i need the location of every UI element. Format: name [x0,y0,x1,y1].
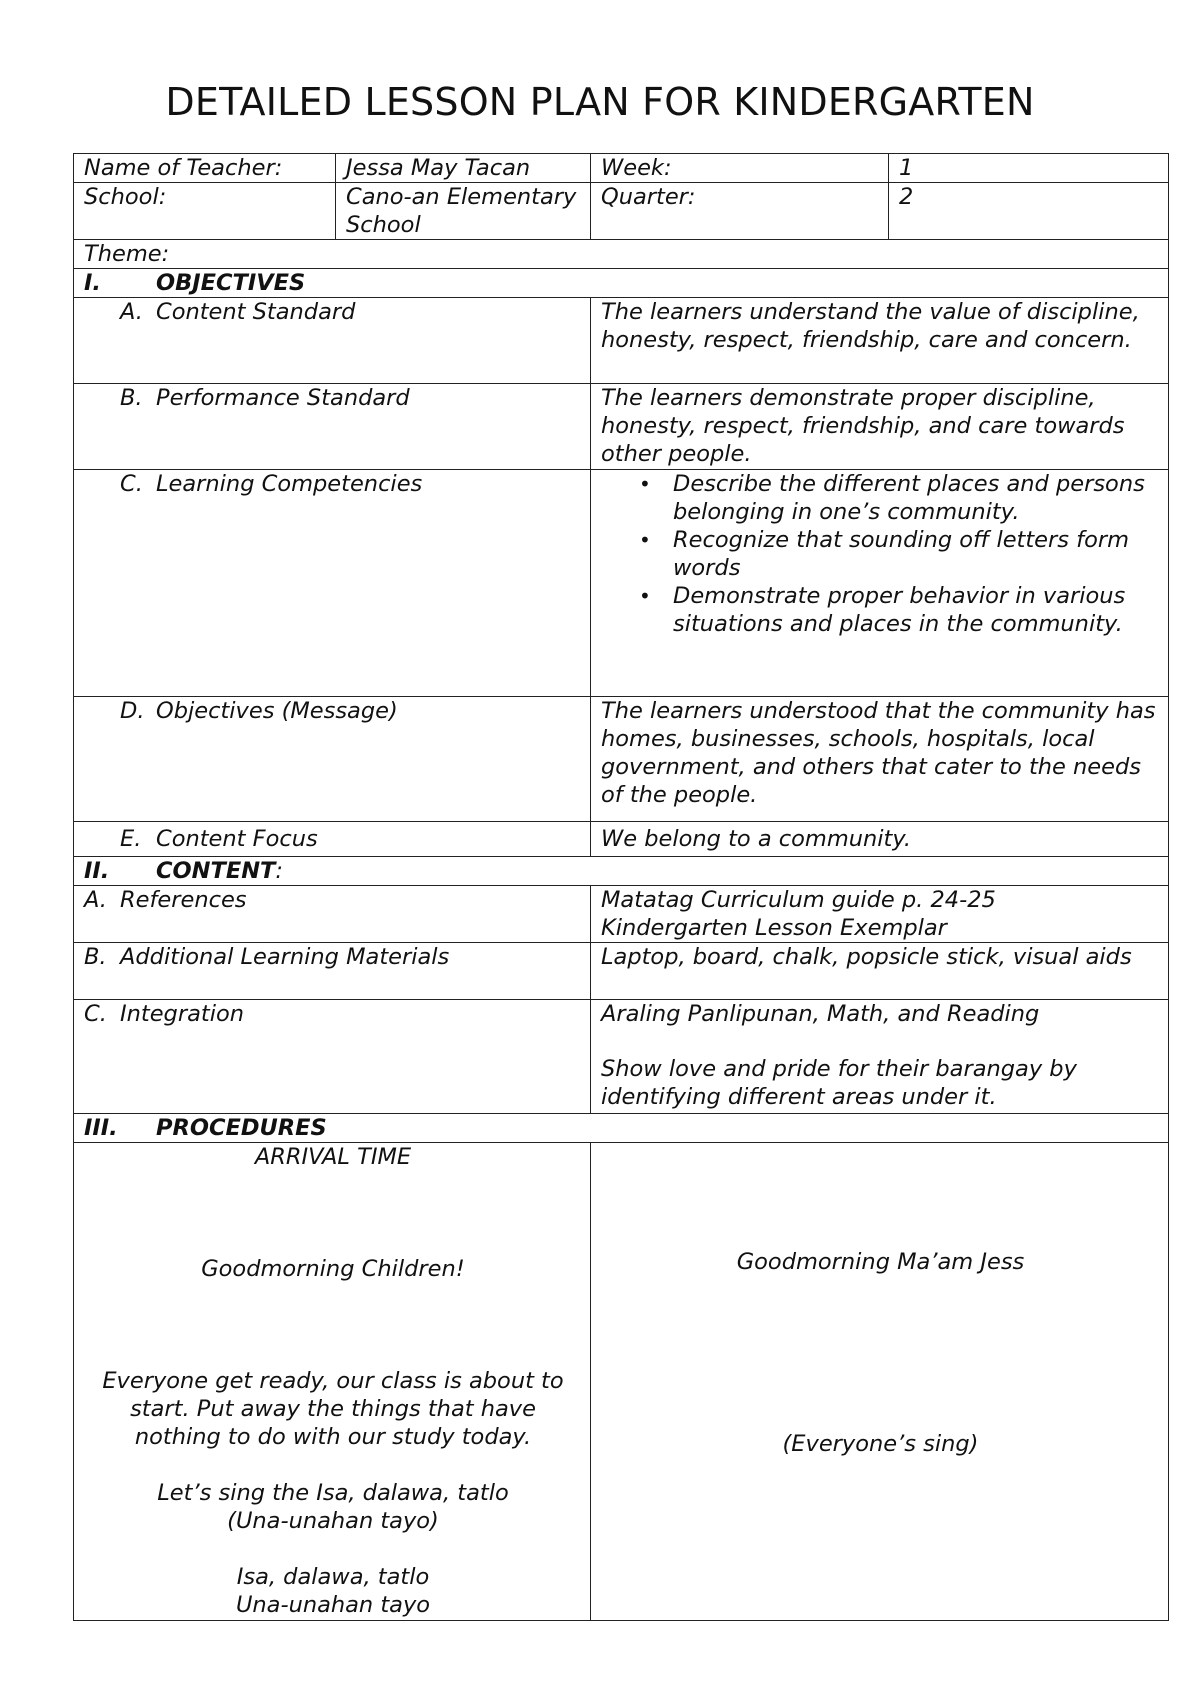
procedures-heading: PROCEDURES [156,1115,327,1141]
objectives-heading: OBJECTIVES [156,270,306,296]
competency-item: • Recognize that sounding off letters form words [673,526,1160,582]
materials-letter: B. [84,944,107,970]
objectives-message-text: The learners understood that the community has homes, businesses, schools, hospitals, local government, and others that cater to the needs of the people. [591,697,1169,822]
content-standard-label: Content Standard [156,299,356,325]
week-label: Week: [591,154,889,183]
content-focus-letter: E. [120,826,142,852]
competency-item: • Demonstrate proper behavior in various situations and places in the community. [673,582,1160,638]
theme-row [74,240,1169,269]
school-label: School: [74,183,336,240]
teacher-label: Name of Teacher: [74,154,336,183]
pupils-greeting: Goodmorning Ma’am Jess [736,1249,1025,1275]
learning-competencies-letter: C. [120,471,143,497]
content-focus-text: We belong to a community. [591,822,1169,857]
teacher-ready: Everyone get ready, our class is about to start. Put away the things that have nothing to do with our study today. [102,1368,564,1450]
school-value: Cano-an Elementary School [336,183,591,240]
references-label: References [120,887,247,913]
integration-line-2: Show love and pride for their barangay by identifying different areas under it. [601,1056,1077,1110]
objectives-message-label: Objectives (Message) [156,698,398,724]
quarter-value: 2 [889,183,1169,240]
materials-text: Laptop, board, chalk, popsicle stick, visual aids [591,943,1169,1000]
teacher-value: Jessa May Tacan [336,154,591,183]
content-focus-label: Content Focus [156,826,318,852]
content-numeral: II. [84,858,110,884]
song-line-2: Una-unahan tayo [235,1592,431,1618]
teacher-row [74,154,1169,183]
objectives-numeral: I. [84,270,101,296]
references-letter: A. [84,887,107,913]
content-standard-letter: A. [120,299,143,325]
references-line-1: Matatag Curriculum guide p. 24-25 [601,887,996,913]
performance-standard-row [74,384,1169,470]
references-row [74,886,1169,943]
content-standard-text: The learners understand the value of discipline, honesty, respect, friendship, care and concern. [591,298,1169,384]
content-heading: CONTENT [156,858,276,884]
performance-standard-text: The learners demonstrate proper discipline, honesty, respect, friendship, and care towards other people. [591,384,1169,470]
objectives-message-row [74,697,1169,822]
content-focus-row [74,822,1169,857]
arrival-time: ARRIVAL TIME [254,1144,412,1170]
teacher-greeting: Goodmorning Children! [201,1256,465,1282]
materials-row [74,943,1169,1000]
procedures-row [74,1143,1169,1621]
pupils-sing: (Everyone’s sing) [782,1431,979,1457]
pupils-activity-cell [591,1143,1169,1621]
lesson-plan-table [73,153,1169,1621]
teacher-activity-cell [74,1143,591,1621]
integration-line-1: Araling Panlipunan, Math, and Reading [601,1001,1040,1027]
competencies-list [601,470,1160,638]
quarter-label: Quarter: [591,183,889,240]
week-value: 1 [889,154,1169,183]
procedures-numeral: III. [84,1115,118,1141]
performance-standard-label: Performance Standard [156,385,410,411]
page-title: DETAILED LESSON PLAN FOR KINDERGARTEN [165,80,1035,124]
integration-row [74,1000,1169,1114]
materials-label: Additional Learning Materials [120,944,450,970]
content-standard-row [74,298,1169,384]
references-line-2: Kindergarten Lesson Exemplar [601,915,947,941]
teacher-sing-1: Let’s sing the Isa, dalawa, tatlo [157,1480,509,1506]
theme-label: Theme: [74,240,1169,269]
objectives-message-letter: D. [120,698,145,724]
objectives-heading-row [74,269,1169,298]
integration-label: Integration [120,1001,244,1027]
teacher-sing-2: (Una-unahan tayo) [227,1508,439,1534]
learning-competencies-row [74,470,1169,697]
integration-letter: C. [84,1001,107,1027]
song-line-1: Isa, dalawa, tatlo [236,1564,430,1590]
learning-competencies-label: Learning Competencies [156,471,423,497]
competency-item: • Describe the different places and persons belonging in one’s community. [673,470,1160,526]
content-heading-row [74,857,1169,886]
school-row [74,183,1169,240]
procedures-heading-row [74,1114,1169,1143]
content-heading-colon: : [275,858,283,884]
performance-standard-letter: B. [120,385,143,411]
